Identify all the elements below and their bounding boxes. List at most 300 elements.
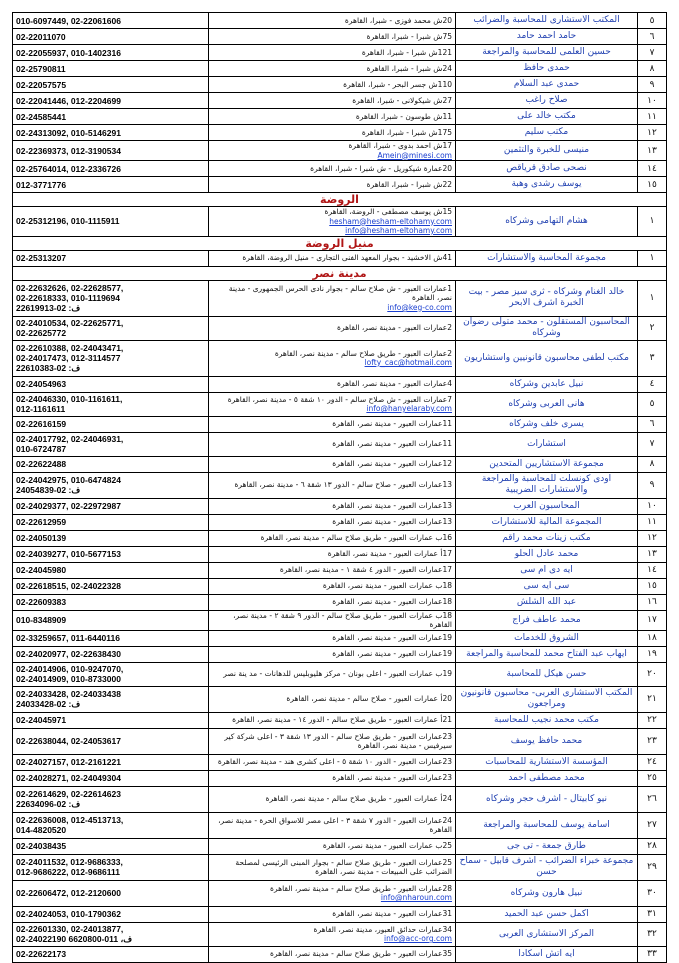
table-row [13, 610, 667, 630]
phone-numbers [13, 712, 209, 728]
table-row [13, 880, 667, 906]
row-number: ١ [638, 280, 667, 316]
phone-line: ف: 02-24033428 [16, 699, 81, 709]
office-name: محمد مصطفى احمد [456, 770, 638, 786]
phone-line: 02-25790811 [16, 63, 66, 74]
office-address [209, 854, 456, 880]
office-address [209, 280, 456, 316]
office-name: حامد احمد حامد [456, 29, 638, 45]
address-text: 19عمارات العبور - مدينة نصر، القاهرة [332, 633, 452, 643]
address-text: 25عمارات العبور - طريق صلاح سالم - بجوار المبنى الرئيسى لمصلحة الضرائب على المبيعات - مدينة نصر، القاهرة [235, 857, 452, 876]
phone-line: 02-22041446, 012-2204699 [16, 95, 121, 106]
table-row [13, 250, 667, 266]
phone-line: 02-24010534, 02-22625771, [16, 318, 124, 328]
table-row [13, 514, 667, 530]
phone-numbers [13, 578, 209, 594]
office-name: المكتب الاستشارى العربى- محاسبون قانونيون ومراجعون [456, 686, 638, 712]
address-text: 17ش احمد بدوى - شبرا، القاهرة [348, 141, 452, 150]
row-number: ٢٧ [638, 812, 667, 838]
address-text: 11ش طوسون - شبرا، القاهرة [355, 111, 452, 121]
row-number: ٣١ [638, 906, 667, 922]
row-number: ١٢ [638, 125, 667, 141]
address-text: 21أ عمارات العبور - طريق صلاح سالم - الدور ١٤ - مدينة نصر، القاهرة [232, 715, 452, 725]
phone-line: 02-22636008, 012-4513713, [16, 815, 124, 825]
office-name: صلاح راغب [456, 93, 638, 109]
phone-line: 02-33259657, 011-6440116 [16, 633, 120, 643]
row-number: ١٨ [638, 630, 667, 646]
office-address [209, 77, 456, 93]
row-number: ٢٤ [638, 754, 667, 770]
phone-line: 02-24585441 [16, 111, 67, 122]
table-row [13, 498, 667, 514]
table-row [13, 728, 667, 754]
phone-numbers [13, 546, 209, 562]
row-number: ٨ [638, 61, 667, 77]
table-row [13, 125, 667, 141]
table-row [13, 562, 667, 578]
table-row [13, 177, 667, 193]
phone-numbers [13, 93, 209, 109]
row-number: ١٥ [638, 177, 667, 193]
phone-line: 02-22622488 [16, 459, 67, 469]
phone-line: ف: 02-22619913 [16, 303, 81, 313]
office-address [209, 630, 456, 646]
phone-numbers [13, 922, 209, 946]
office-address [209, 686, 456, 712]
address-text: 13عمارات العبور - مدينة نصر، القاهرة [332, 517, 452, 527]
address-text: 20عمارة شيكوريل - ش شبرا - شبرا، القاهرة [310, 163, 452, 173]
office-name: اودى كونسلت للمحاسبة والمراجعة والاستشارات الضريبية [456, 472, 638, 498]
phone-numbers [13, 29, 209, 45]
phone-line: 02-22610388, 02-24043471, [16, 343, 124, 353]
office-address [209, 562, 456, 578]
row-number: ٣ [638, 340, 667, 376]
table-row [13, 13, 667, 29]
office-name: نبيل عابدين وشركاه [456, 376, 638, 392]
table-row [13, 432, 667, 456]
phone-line: 02-25312196, 010-1115911 [16, 216, 120, 227]
phone-line: 02-24029377, 02-22972987 [16, 501, 121, 511]
office-name: محمد عاطف فراج [456, 610, 638, 630]
office-address [209, 250, 456, 266]
phone-line: 02-24313092, 010-5146291 [16, 127, 121, 138]
table-row [13, 61, 667, 77]
section-title: مدينة نصر [13, 266, 667, 280]
office-address [209, 610, 456, 630]
table-row [13, 416, 667, 432]
office-address [209, 728, 456, 754]
office-name: منيسى للخبرة والتثمين [456, 141, 638, 161]
table-row [13, 109, 667, 125]
section-title: منيل الروضة [13, 236, 667, 250]
office-name: اسامة يوسف للمحاسبة والمراجعة [456, 812, 638, 838]
office-address [209, 472, 456, 498]
directory-table [12, 12, 667, 963]
table-row [13, 316, 667, 340]
address-text: 13عمارات العبور - صلاح سالم - الدور ١٣ شقة ٦ - مدينة نصر، القاهرة [234, 480, 452, 490]
table-row [13, 45, 667, 61]
office-name: ايهاب عبد الفتاح محمد للمحاسبة والمراجعة [456, 646, 638, 662]
row-number: ١١ [638, 514, 667, 530]
phone-line: 02-24046330, 010-1161611, [16, 394, 123, 404]
email-link[interactable]: info@keg-co.com [387, 302, 452, 312]
address-text: 2عمارات العبور - طريق صلاح سالم - مدينة نصر، القاهرة [274, 348, 452, 358]
row-number: ٢٣ [638, 728, 667, 754]
phone-line: 02-22612959 [16, 517, 67, 527]
office-address [209, 578, 456, 594]
phone-numbers [13, 432, 209, 456]
phone-numbers [13, 250, 209, 266]
phone-numbers [13, 177, 209, 193]
address-text: 28عمارات العبور - طريق صلاح سالم - مدينة نصر، القاهرة [270, 883, 452, 893]
table-row [13, 854, 667, 880]
office-name: محمد حافظ يوسف [456, 728, 638, 754]
phone-line: 02-24045980 [16, 565, 67, 575]
phone-numbers [13, 562, 209, 578]
row-number: ٩ [638, 472, 667, 498]
phone-line: 02-22011070 [16, 31, 66, 42]
office-address [209, 376, 456, 392]
office-address [209, 141, 456, 161]
row-number: ١٤ [638, 562, 667, 578]
row-number: ٦ [638, 416, 667, 432]
phone-numbers [13, 125, 209, 141]
phone-line: 02-22606472, 012-2120600 [16, 888, 121, 898]
table-row [13, 530, 667, 546]
office-name: مكتب زينات محمد راقم [456, 530, 638, 546]
row-number: ١ [638, 250, 667, 266]
row-number: ٢٢ [638, 712, 667, 728]
table-row [13, 770, 667, 786]
address-text: 24أ عمارات العبور - طريق صلاح سالم - مدينة نصر، القاهرة [265, 794, 452, 804]
office-name: محمد عادل الحلو [456, 546, 638, 562]
phone-line: 02-24024053, 010-1790362 [16, 909, 121, 919]
phone-line: 02-24045971 [16, 715, 67, 725]
office-name: مجموعة خبراء الضرائب - اشرف قابيل - سماح حسن [456, 854, 638, 880]
office-name: نبيل هارون وشركاه [456, 880, 638, 906]
office-name: المركز الاستشارى العربى [456, 922, 638, 946]
phone-line: 010-6097449, 02-22061606 [16, 15, 121, 26]
phone-numbers [13, 376, 209, 392]
address-text: 12عمارات العبور - مدينة نصر، القاهرة [332, 459, 452, 469]
row-number: ١٠ [638, 498, 667, 514]
office-name: حمدى حافظ [456, 61, 638, 77]
phone-line: 02-24054963 [16, 379, 67, 389]
phone-numbers [13, 13, 209, 29]
phone-numbers [13, 770, 209, 786]
table-row [13, 578, 667, 594]
section-header-row [13, 266, 667, 280]
address-text: 19ب عمارات العبور - اعلى بونان - مركز هليوبليس للدهانات - مد ينة نصر [223, 669, 452, 679]
email-link[interactable]: info@hanyelaraby.com [366, 404, 452, 413]
office-address [209, 922, 456, 946]
address-text: 27ش شيكولانى - شبرا، القاهرة [352, 95, 452, 105]
table-row [13, 29, 667, 45]
office-address [209, 207, 456, 237]
office-address [209, 514, 456, 530]
phone-line: 02-22369373, 012-3190534 [16, 145, 121, 156]
email-link[interactable]: info@hesham-eltohamy.com [345, 226, 452, 235]
phone-line: 02-24017792, 02-24046931, [16, 434, 124, 444]
address-text: 17أ عمارات العبور - مدينة نصر، القاهرة [327, 549, 452, 559]
section-header-row [13, 193, 667, 207]
address-text: 121ش شبرا - شبرا، القاهرة [361, 47, 452, 57]
address-text: 25ب عمارات العبور - مدينة نصر، القاهرة [322, 841, 452, 851]
phone-line: 02-22614629, 02-22614623 [16, 789, 121, 799]
row-number: ٢١ [638, 686, 667, 712]
office-address [209, 392, 456, 416]
phone-numbers [13, 45, 209, 61]
office-address [209, 786, 456, 812]
row-number: ٢٦ [638, 786, 667, 812]
address-text: 23عمارات العبور - طريق صلاح سالم - الدور ١٣ شقة ٣ - اعلى شركة كير سيرفيس - مدينة نصر، القاهرة [224, 731, 452, 750]
phone-line: 02-24014906, 010-9247070, [16, 664, 124, 674]
address-text: 20ش محمد فوزى - شبرا، القاهرة [344, 15, 452, 25]
office-name: المحاسبون المستقلون - محمد متولى رضوان وشركاه [456, 316, 638, 340]
phone-line: 02-24011532, 012-9686333, [16, 857, 123, 867]
phone-numbers [13, 662, 209, 686]
phone-line: 010-8348909 [16, 615, 67, 625]
phone-line: 02-24027157, 012-2161221 [16, 757, 121, 767]
address-text: 18عمارات العبور - مدينة نصر، القاهرة [332, 597, 452, 607]
phone-numbers [13, 906, 209, 922]
row-number: ٥ [638, 13, 667, 29]
table-row [13, 662, 667, 686]
office-address [209, 125, 456, 141]
row-number: ٣٢ [638, 922, 667, 946]
office-name: هشام التهامى وشركاه [456, 207, 638, 237]
office-name: المحاسبون العرب [456, 498, 638, 514]
office-address [209, 812, 456, 838]
phone-line: 010-6724787 [16, 444, 67, 454]
office-address [209, 109, 456, 125]
table-row [13, 838, 667, 854]
section-header-row [13, 236, 667, 250]
address-text: 11عمارات العبور - مدينة نصر، القاهرة [332, 439, 452, 449]
office-name: حمدى عبد السلام [456, 77, 638, 93]
phone-line: 02-24042975, 010-6474824 [16, 475, 121, 485]
address-text: 35عمارات العبور - طريق صلاح سالم - مدينة نصر، القاهرة [270, 949, 452, 959]
phone-line: 02-24028271, 02-24049304 [16, 773, 121, 783]
phone-numbers [13, 207, 209, 237]
address-text: 20أ عمارات العبور - صلاح سالم - مدينة نصر، القاهرة [286, 694, 452, 704]
office-address [209, 646, 456, 662]
office-name: مكتب سليم [456, 125, 638, 141]
office-name: المجموعة المالية للاستشارات [456, 514, 638, 530]
phone-line: ف: 02-22634096 [16, 799, 81, 809]
email-link[interactable]: Amein@minesi.com [377, 150, 452, 160]
phone-numbers [13, 280, 209, 316]
office-name: خالد الغنام وشركاه - ثرى سيز مصر - بيت الخبرة اشرف الابحر [456, 280, 638, 316]
phone-line: ف: 02-22610383 [16, 363, 81, 373]
row-number: ٢٩ [638, 854, 667, 880]
phone-line: 014-4820520 [16, 825, 67, 835]
address-text: 75ش شبرا - شبرا، القاهرة [366, 31, 452, 41]
phone-numbers [13, 812, 209, 838]
office-address [209, 13, 456, 29]
office-name: مجموعة المحاسبة والاستشارات [456, 250, 638, 266]
office-name: طارق جمعة - تى جى [456, 838, 638, 854]
phone-numbers [13, 340, 209, 376]
office-address [209, 93, 456, 109]
address-text: 2عمارات العبور - مدينة نصر، القاهرة [337, 323, 452, 333]
phone-line: 02-24033428, 02-24033438 [16, 689, 121, 699]
phone-line: 02-24014909, 010-8733000 [16, 674, 121, 684]
row-number: ١٥ [638, 578, 667, 594]
office-name: مكتب لطفى محاسبون قانونيين واستشاريون [456, 340, 638, 376]
office-name: المؤسسة الاستشارية للمحاسبات [456, 754, 638, 770]
phone-numbers [13, 530, 209, 546]
phone-numbers [13, 316, 209, 340]
row-number: ١٩ [638, 646, 667, 662]
phone-numbers [13, 880, 209, 906]
phone-numbers [13, 416, 209, 432]
row-number: ١١ [638, 109, 667, 125]
phone-line: 02-22632626, 02-22628577, [16, 283, 124, 293]
table-row [13, 141, 667, 161]
row-number: ٤ [638, 376, 667, 392]
address-text: 23عمارات العبور - مدينة نصر، القاهرة [332, 773, 452, 783]
phone-line: 02-22616159 [16, 419, 67, 429]
row-number: ٣٠ [638, 880, 667, 906]
phone-line: 02-24038435 [16, 841, 67, 851]
email-link[interactable]: lofty_cac@hotmail.com [364, 358, 452, 367]
office-address [209, 61, 456, 77]
row-number: ١٢ [638, 530, 667, 546]
phone-numbers [13, 646, 209, 662]
office-name: سى ايه سى [456, 578, 638, 594]
phone-line: 02-22609383 [16, 597, 67, 607]
table-row [13, 376, 667, 392]
phone-numbers [13, 498, 209, 514]
phone-numbers [13, 141, 209, 161]
phone-numbers [13, 77, 209, 93]
office-address [209, 530, 456, 546]
phone-line: 02-22622173 [16, 949, 67, 959]
address-text: 175ش شبرا - شبرا، القاهرة [361, 127, 452, 137]
office-address [209, 770, 456, 786]
table-row [13, 646, 667, 662]
office-address [209, 29, 456, 45]
phone-line: 02-24020977, 02-22638430 [16, 649, 121, 659]
address-text: 11عمارات العبور - مدينة نصر، القاهرة [332, 419, 452, 429]
row-number: ١٣ [638, 546, 667, 562]
row-number: ٧ [638, 432, 667, 456]
office-address [209, 161, 456, 177]
phone-line: 02-22625772 [16, 328, 67, 338]
address-text: 16ب عمارات العبور - طريق صلاح سالم - مدينة نصر، القاهرة [260, 533, 452, 543]
row-number: ١٧ [638, 610, 667, 630]
address-text: 17عمارات العبور - الدور ٤ شقة ١ - مدينة نصر، القاهرة [279, 565, 452, 575]
office-name: اكمل حسن عبد الحميد [456, 906, 638, 922]
phone-numbers [13, 392, 209, 416]
phone-numbers [13, 456, 209, 472]
phone-line: 02-22601330, 02-24013877, [16, 924, 124, 934]
email-link[interactable]: info@acc-org.com [384, 934, 452, 943]
phone-line: 02-22618515, 02-24022328 [16, 581, 121, 591]
phone-line: 02-22057575 [16, 79, 67, 90]
phone-numbers [13, 686, 209, 712]
phone-line: 02-22618333, 010-1119694 [16, 293, 120, 303]
directory-page [12, 12, 667, 963]
address-text: 4عمارات العبور - مدينة نصر، القاهرة [337, 379, 452, 389]
address-text: 23عمارات العبور - الدور ١٠ شقة ٥ - اعلى كشرى هند - مدينة نصر، القاهرة [217, 757, 452, 767]
table-row [13, 812, 667, 838]
row-number: ٥ [638, 392, 667, 416]
email-link[interactable]: info@nharoun.com [380, 893, 452, 902]
office-name: عبد الله الشلش [456, 594, 638, 610]
table-row [13, 161, 667, 177]
phone-line: 02-25764014, 012-2336726 [16, 163, 121, 174]
table-row [13, 712, 667, 728]
office-name: يوسف رشدى وهبة [456, 177, 638, 193]
office-address [209, 340, 456, 376]
office-address [209, 906, 456, 922]
office-name: ايه دى ام سى [456, 562, 638, 578]
phone-numbers [13, 109, 209, 125]
table-row [13, 392, 667, 416]
office-address [209, 432, 456, 456]
row-number: ١٠ [638, 93, 667, 109]
phone-line: 02-22638044, 02-24053617 [16, 736, 121, 746]
office-address [209, 456, 456, 472]
row-number: ٢٨ [638, 838, 667, 854]
phone-numbers [13, 728, 209, 754]
address-text: 41ش الاخشيد - بجوار المعهد الفنى التجارى - منيل الروضة، القاهرة [242, 253, 452, 263]
address-text: 7عمارات العبور - ش صلاح سالم - الدور ١٠ شقة ٥ - مدينة نصر، القاهرة [227, 394, 452, 404]
table-row [13, 93, 667, 109]
address-text: 22ش شبرا - شبرا، القاهرة [366, 179, 452, 189]
row-number: ٩ [638, 77, 667, 93]
office-address [209, 754, 456, 770]
row-number: ١ [638, 207, 667, 237]
office-name: حسين العلمى للمحاسبة والمراجعة [456, 45, 638, 61]
phone-line: 02-24017473, 012-3114577 [16, 353, 121, 363]
office-address [209, 712, 456, 728]
office-name: نصحى صادق قرياقص [456, 161, 638, 177]
office-name: الشروق للخدمات [456, 630, 638, 646]
office-address [209, 416, 456, 432]
directory-rows [13, 13, 667, 963]
office-address [209, 316, 456, 340]
phone-numbers [13, 854, 209, 880]
table-row [13, 472, 667, 498]
row-number: ٢ [638, 316, 667, 340]
office-name: نيو كابيتال - اشرف حجر وشركاه [456, 786, 638, 812]
table-row [13, 686, 667, 712]
address-text: 13عمارات العبور - مدينة نصر، القاهرة [332, 501, 452, 511]
office-address [209, 662, 456, 686]
phone-numbers [13, 514, 209, 530]
phone-line: 02-22055937, 010-1402316 [16, 47, 121, 58]
row-number: ٣٣ [638, 946, 667, 962]
phone-line: 012-3771776 [16, 179, 67, 190]
email-link[interactable]: hesham@hesham-eltohamy.com [329, 216, 452, 226]
office-address [209, 546, 456, 562]
address-text: 24عمارات العبور - الدور ٧ شقة ٣ - اعلى مصر للاسواق الحرة - مدينة نصر، القاهرة [218, 815, 452, 834]
row-number: ٢٥ [638, 770, 667, 786]
table-row [13, 456, 667, 472]
phone-line: 02-24039277, 010-5677153 [16, 549, 121, 559]
phone-numbers [13, 754, 209, 770]
address-text: 34عمارات حدائق العبور، مدينة نصر، القاهرة [313, 924, 452, 934]
phone-numbers [13, 61, 209, 77]
office-address [209, 880, 456, 906]
row-number: ١٤ [638, 161, 667, 177]
address-text: 19عمارات العبور - مدينة نصر، القاهرة [332, 649, 452, 659]
phone-numbers [13, 786, 209, 812]
phone-numbers [13, 472, 209, 498]
